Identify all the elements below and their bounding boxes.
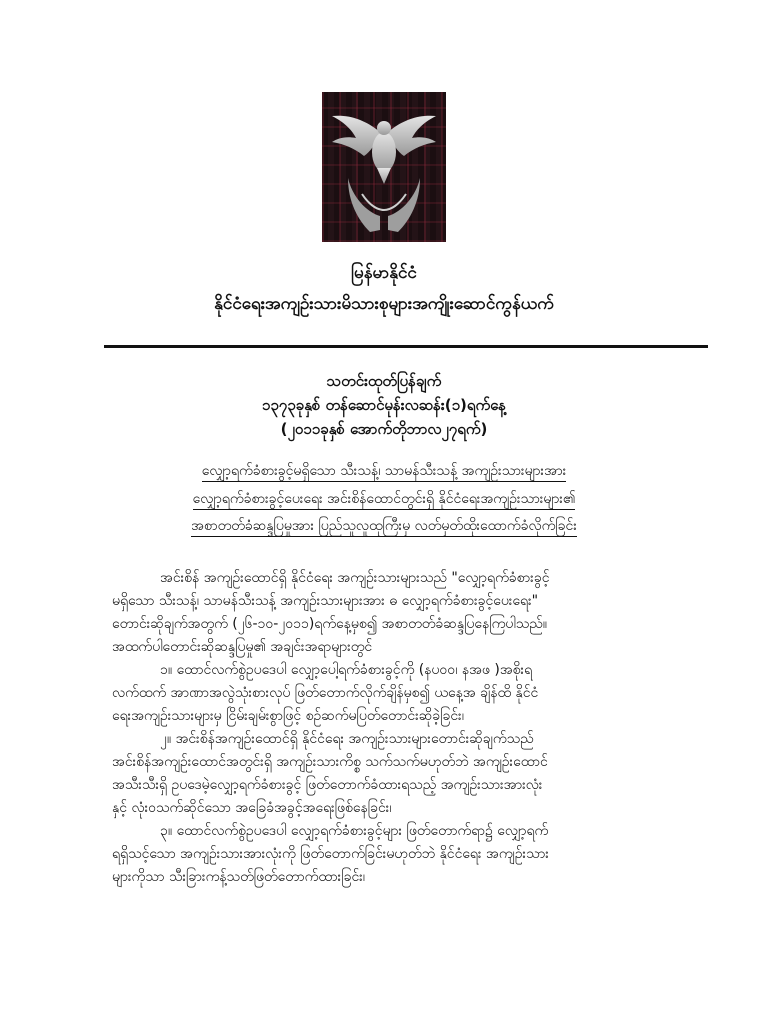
body-paragraph-line: အင်းစိန် အကျဉ်းထောင်ရှိ နိုင်ငံရေး အကျဉ်းသားများသည် "လျှော့ရက်ခံစားခွင့် xyxy=(160,570,550,586)
document-date-myanmar: ၁၃၇၃ခုနှစ် တန်ဆောင်မုန်းလဆန်း(၁)ရက်နေ့ xyxy=(261,396,507,414)
body-paragraph-line: အင်းစိန်အကျဉ်းထောင်အတွင်းရှိ အကျဉ်းသားကိစ္စ သက်သက်မဟုတ်ဘဲ အကျဉ်းထောင် xyxy=(112,754,548,770)
body-paragraph-line: တောင်းဆိုချက်အတွက် (၂၆-၁၀-၂၀၁၁)ရက်နေ့မှစ၍ အစာတတ်ခံဆန္ဒပြနေကြပါသည်။ xyxy=(112,616,548,632)
body-paragraph-line: ရရှိသင့်သော အကျဉ်းသားအားလုံးကို ဖြတ်တောက်ခြင်းမဟုတ်ဘဲ နိုင်ငံရေး အကျဉ်းသား xyxy=(112,846,549,862)
body-paragraph-line: မရှိသော သီးသန့်၊ သာမန်သီးသန့် အကျဉ်းသားများအား ဓ လျှော့ရက်ခံစားခွင့်ပေးရေး" xyxy=(112,593,539,609)
document-date-gregorian: (၂၀၁၁ခုနှစ် အောက်တိုဘာလ၂၇ရက်) xyxy=(280,420,488,438)
body-paragraph-line: ၃။ ထောင်လက်စွဲဥပဒေပါ လျှော့ရက်ခံစားခွင့်များ ဖြတ်တောက်ရာ၌ လျှော့ရက် xyxy=(160,823,549,839)
body-paragraph-line: အထက်ပါတောင်းဆိုဆန္ဒပြမှု၏ အချင်းအရာများတွင် xyxy=(112,639,373,655)
organization-country: မြန်မာနိုင်ငံ xyxy=(351,263,417,283)
body-paragraph-line: အသီးသီးရှိ ဥပဒေမဲ့လျှော့ရက်ခံစားခွင့် ဖြတ်တောက်ခံထားရသည့် အကျဉ်းသားအားလုံး xyxy=(112,777,543,793)
statement-title-line: လျှော့ရက်ခံစားခွင့်မရှိသော သီးသန့်၊ သာမန်သီးသန့် အကျဉ်းသားများအား xyxy=(0,461,768,482)
body-paragraph-line: နှင့် လုံးဝသက်ဆိုင်သော အခြေခံအခွင့်အရေးဖြစ်နေခြင်း၊ xyxy=(112,800,392,816)
statement-title-line: အစာတတ်ခံဆန္ဒပြမှုအား ပြည်သူလူထုကြီးမှ လတ်မှတ်ထိုးထောက်ခံလိုက်ခြင်း xyxy=(0,516,768,537)
body-paragraph-line: ရေးအကျဉ်းသားများမှ ငြိမ်းချမ်းစွာဖြင့် စဉ်ဆက်မပြတ်တောင်းဆိုခဲ့ခြင်း၊ xyxy=(112,708,464,724)
dove-hands-logo-icon xyxy=(322,92,446,242)
statement-title-line: လျှော့ရက်ခံစားခွင့်ပေးရေး အင်းစိန်ထောင်တွင်းရှိ နိုင်ငံရေးအကျဉ်းသားများ၏ xyxy=(0,489,768,510)
organization-name: နိုင်ငံရေးအကျဉ်းသားမိသားစုများအကျိုးဆောင်ကွန်ယက် xyxy=(214,294,554,314)
organization-emblem xyxy=(322,92,446,242)
body-paragraph-line: ၁။ ထောင်လက်စွဲဥပဒေပါ လျှော့ပေါ့ရက်ခံစားခွင့်ကို (နပ၀၀၊ နအဖ )အစိုးရ xyxy=(160,662,533,678)
header-divider xyxy=(104,345,708,348)
document-type: သတင်းထုတ်ပြန်ချက် xyxy=(326,372,442,390)
body-paragraph-line: လက်ထက် အာဏာအလွဲသုံးစားလုပ် ဖြတ်တောက်လိုက်ချိန်မှစ၍ ယနေ့အ ချိန်ထိ နိုင်ငံ xyxy=(112,685,539,701)
body-paragraph-line: ၂။ အင်းစိန်အကျဉ်းထောင်ရှိ နိုင်ငံရေး အကျဉ်းသားများတောင်းဆိုချက်သည် xyxy=(160,731,534,747)
body-paragraph-line: များကိုသာ သီးခြားကန့်သတ်ဖြတ်တောက်ထားခြင်း၊ xyxy=(112,869,365,885)
